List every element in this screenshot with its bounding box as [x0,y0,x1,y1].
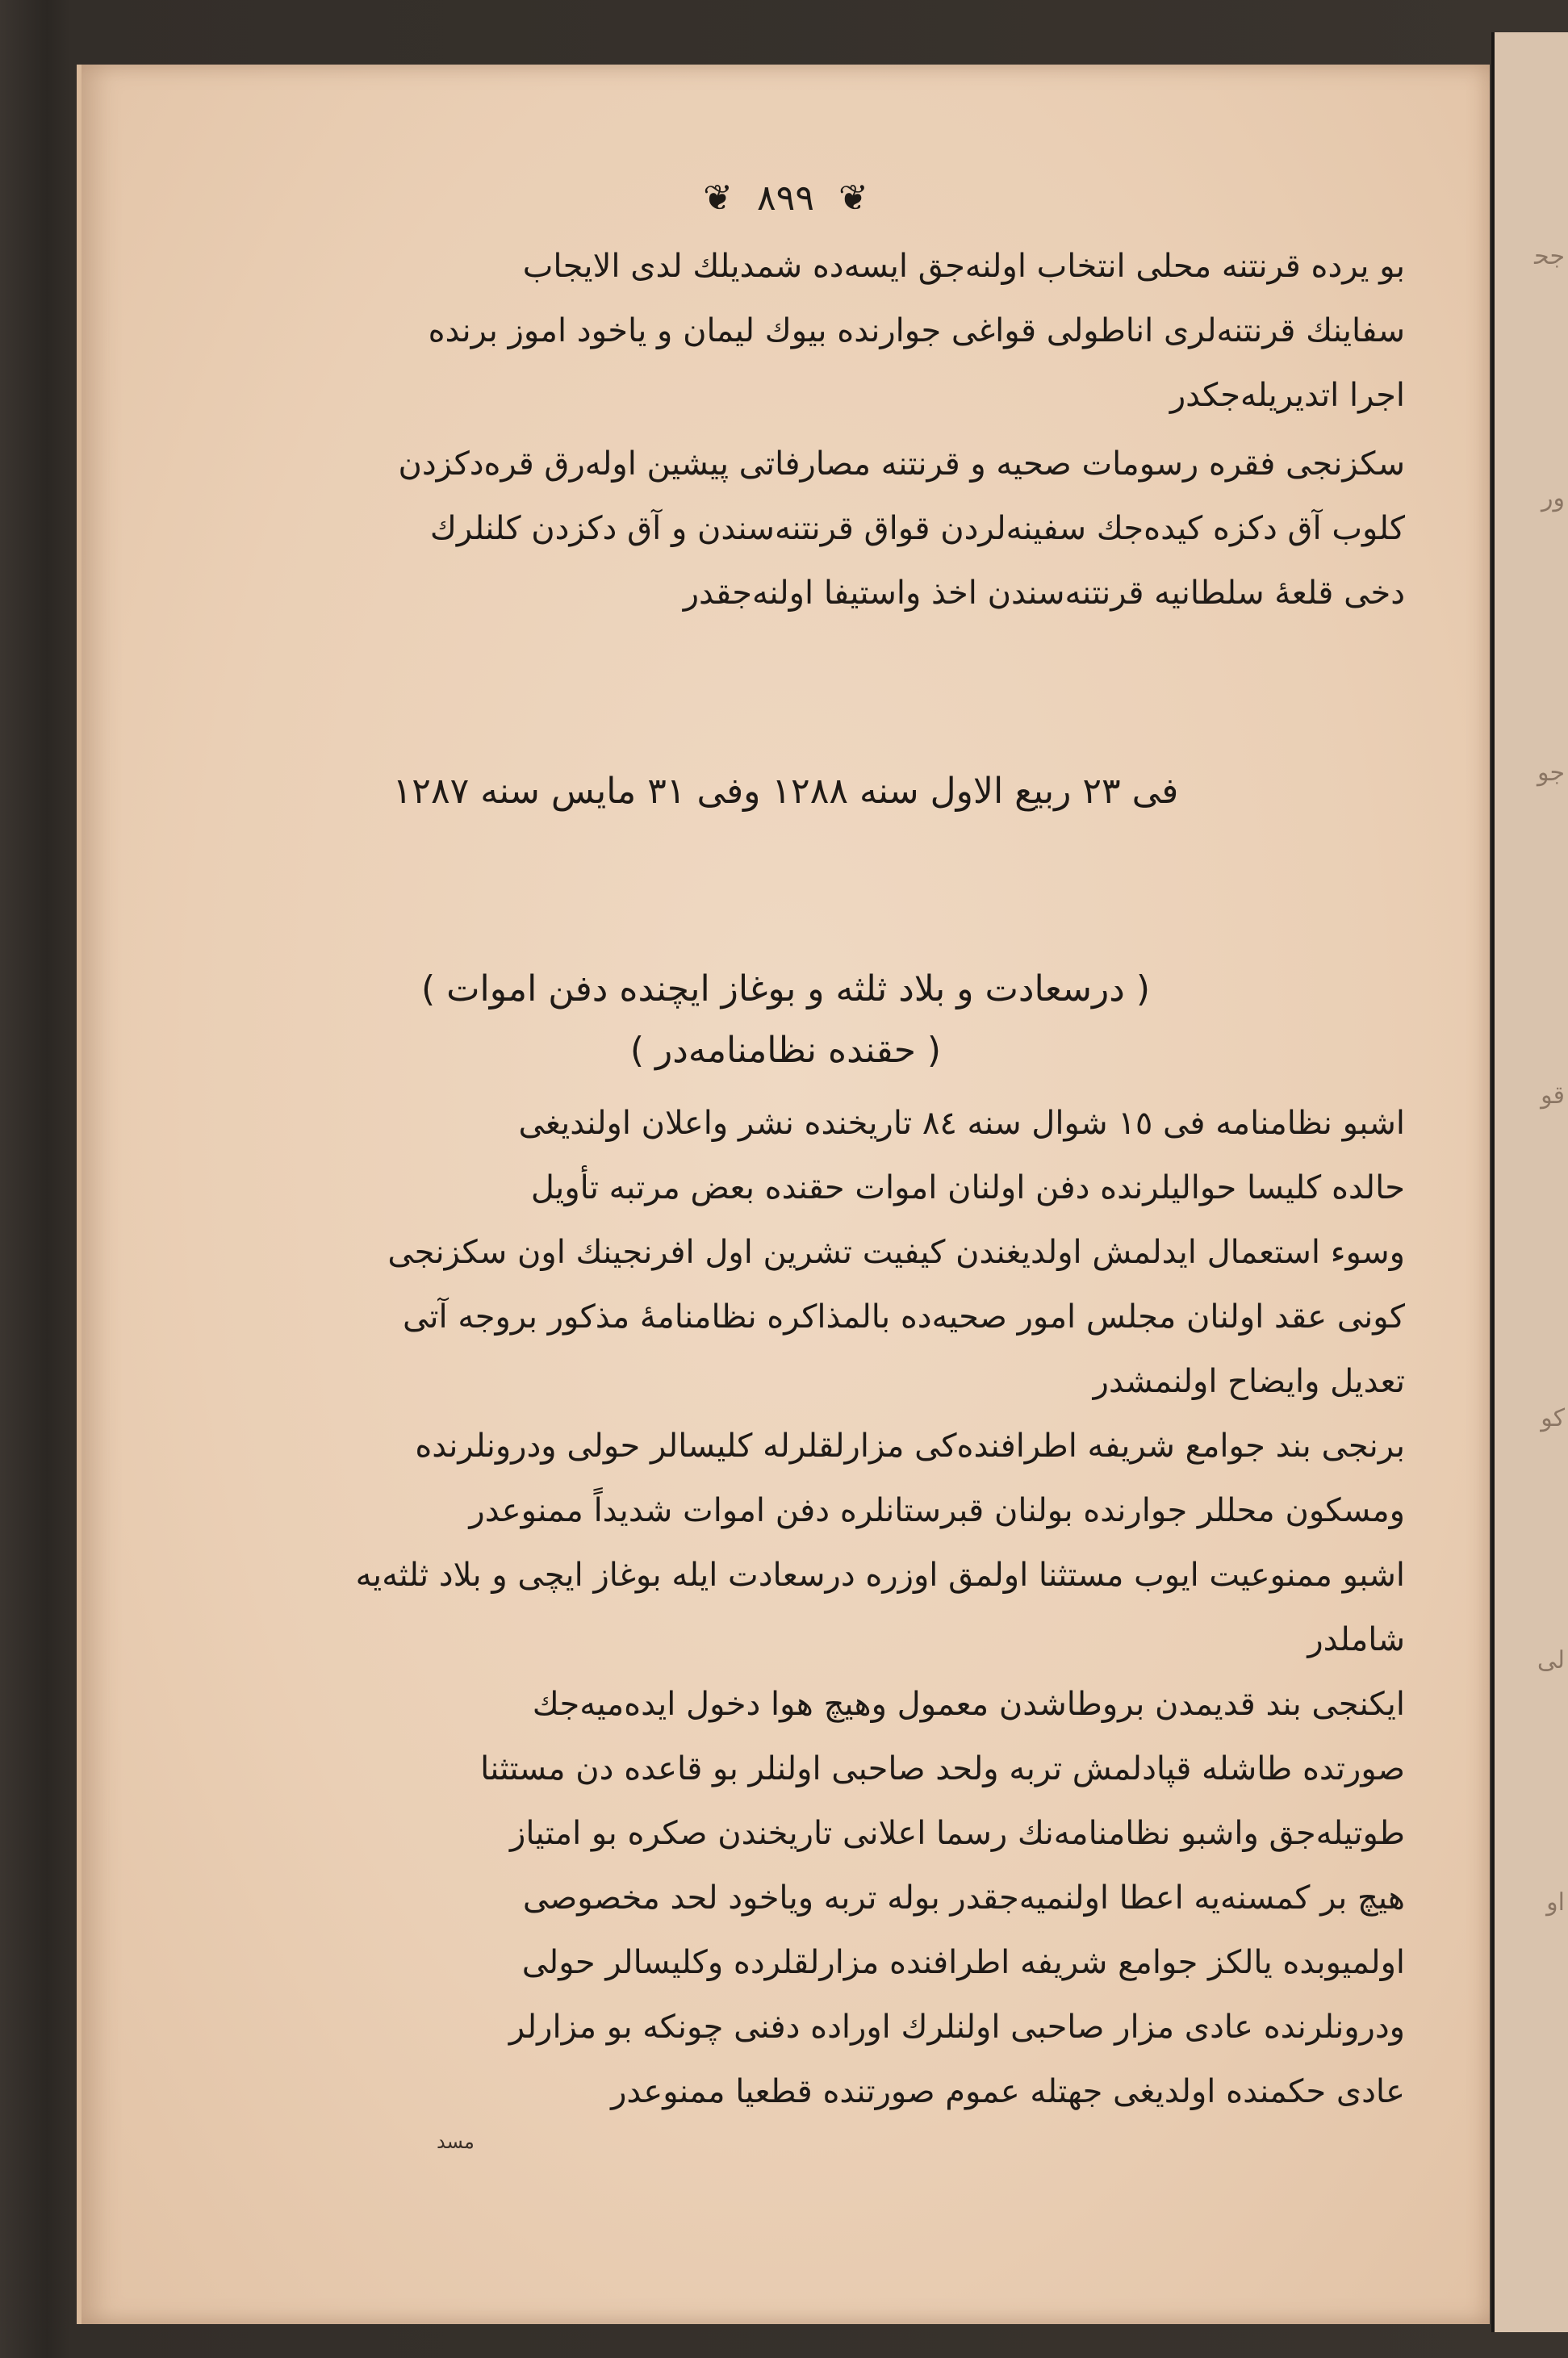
text-line: عادی حکمنده اولدیغی جهتله عموم صورتنده قطعیا ممنوعدر [611,2073,1405,2110]
paragraph-article-one [178,1414,1405,1672]
regulation-title: ( درسعادت و بلاد ثلثه و بوغاز ایچنده دفن اموات ) [420,968,1151,1010]
text-line: کونی عقد اولنان مجلس امور صحیه‌ده بالمذاکره نظامنامهٔ مذکور بروجه آتی [403,1298,1405,1336]
text-line: کلوب آق دکزه کیده‌جك سفینه‌لردن قواق قرنتنه‌سندن و آق دکزدن کلنلرك [429,510,1405,547]
page-number: ۸۹۹ [757,178,814,219]
date-line: فی ٢٣ ربیع الاول سنه ١٢٨٨ وفی ٣١ مایس سنه ١٢٨٧ [392,771,1179,812]
text-line: هیچ بر کمسنه‌یه اعطا اولنمیه‌جقدر بوله تربه ویاخود لحد مخصوصی [522,1879,1405,1917]
footer-mark: مسد [437,2130,475,2153]
adjacent-page-edge [1491,32,1568,2332]
text-line: ومسکون محللر جوارنده بولنان قبرستانلره دفن اموات شدیداً ممنوعدر [469,1492,1405,1529]
adjacent-page-fragment: ﺟﻮ [1537,759,1565,787]
text-line: طوتیله‌جق واشبو نظامنامه‌نك رسما اعلانی تاریخندن صکره بو امتیاز [510,1815,1405,1852]
adjacent-page-fragment: ﻗﻮ [1541,1081,1565,1110]
text-line: اولمیوبده یالکز جوامع شریفه اطرافنده مزارلقلرده وکلیسالر حولی [521,1944,1405,1981]
adjacent-page-fragment: ﺍﻭ [1546,1888,1565,1917]
text-line: سکزنجی فقره رسومات صحیه و قرنتنه مصارفاتی پیشین اوله‌رق قره‌دکزدن [398,445,1405,483]
text-line: برنجی بند جوامع شریفه اطرافنده‌کی مزارلقلرله کلیسالر حولی ودرونلرنده [415,1428,1405,1465]
adjacent-page-fragment: ﮐﻮ [1541,1404,1565,1432]
text-line: دخی قلعهٔ سلطانیه قرنتنه‌سندن اخذ واستیفا اولنه‌جقدر [683,575,1405,612]
adjacent-page-fragment: ﻟﻰ [1537,1646,1565,1674]
text-line: اشبو نظامنامه فی ١٥ شوال سنه ٨٤ تاریخنده نشر واعلان اولندیغی [518,1105,1405,1142]
paragraph-article-eight [178,432,1405,625]
text-line: ودرونلرنده عادی مزار صاحبی اولنلرك اوراده دفنی چونکه بو مزارلر [508,2009,1405,2046]
text-line: اشبو ممنوعیت ایوب مستثنا اولمق اوزره درسعادت ایله بوغاز ایچی و بلاد ثلثه‌یه [355,1557,1405,1594]
ornament-icon: ❦ [703,178,734,219]
adjacent-page-fragment: ﺟﺤ [1534,242,1565,270]
text-line: بو یرده قرنتنه محلی انتخاب اولنه‌جق ایسه‌ده شمدیلك لدی الایجاب [522,248,1405,285]
page-header [82,178,1490,219]
ornament-icon: ❦ [838,178,868,219]
text-line: صورتده طاشله قپادلمش تربه ولحد صاحبی اولنلر بو قاعده دن مستثنا [480,1750,1405,1787]
text-line: وسوء استعمال ایدلمش اولدیغندن کیفیت تشرین اول افرنجینك اون سکزنجی [387,1234,1405,1271]
text-line: اجرا اتدیریله‌جکدر [1169,377,1405,414]
paragraph-quarantine-location [178,234,1405,428]
book-page [77,65,1490,2324]
text-line: حالده کلیسا حوالیلرنده دفن اولنان اموات حقنده بعض مرتبه تأویل [530,1169,1405,1206]
text-line: ایکنجی بند قدیمدن بروطاشدن معمول وهیچ هوا دخول ایده‌میه‌جك [532,1686,1405,1723]
paragraph-intro [178,1091,1405,1414]
text-line: تعدیل وایضاح اولنمشدر [1093,1363,1405,1400]
text-line: شاملدر [1307,1621,1405,1658]
text-line: سفاینك قرنتنه‌لری اناطولی قواغی جوارنده بیوك لیمان و یاخود اموز برنده [428,312,1405,349]
paragraph-article-two [178,1672,1405,2124]
regulation-subtitle: ( حقنده نظامنامه‌در ) [629,1030,942,1071]
adjacent-page-fragment: ﻭﺭ [1541,484,1565,512]
